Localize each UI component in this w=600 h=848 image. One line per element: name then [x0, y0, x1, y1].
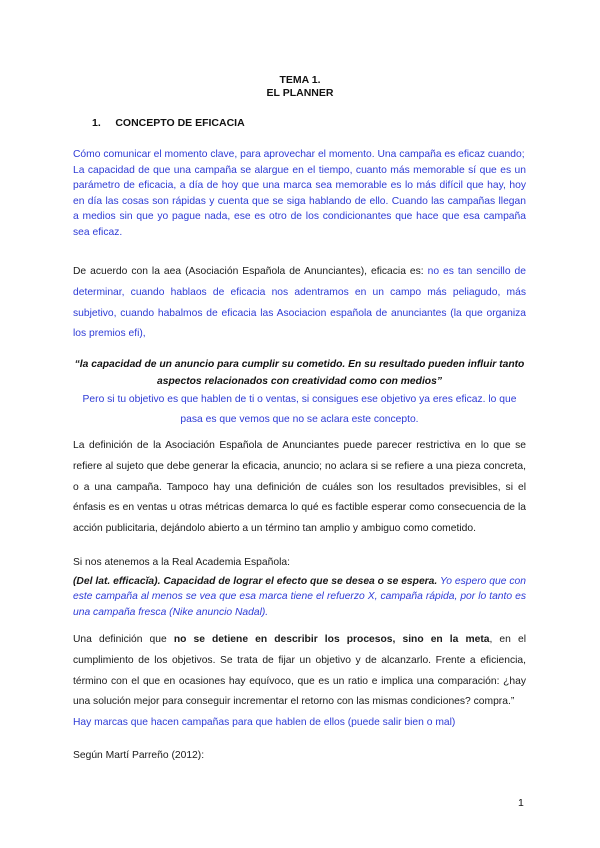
citation: Según Martí Parreño (2012): [73, 750, 205, 761]
intro-note-1: Cómo comunicar el momento clave, para aprovechar el momento. Una campaña es eficaz cuando; [73, 149, 525, 160]
rae-definition: (Del lat. efficacĭa). Capacidad de lograr el efecto que se desea o se espera. [73, 575, 438, 587]
intro-note-2: La capacidad de que una campaña se alargue en el tiempo, cuanto más memorable sí que es un parámetro de eficacia, a día de hoy que una marca sea memorable es lo más difícil que hay, hoy en día las cosas son rápidas y cuenta que se siga hablando de ello. Cuando las campañas llegan a medios sin que yo pague nada, ese es otro de los condicionantes que hace que esa campaña sea eficaz. [73, 164, 526, 238]
meta-bold: no se detiene en describir los procesos, sino en la meta [173, 634, 490, 645]
aea-lead: De acuerdo con la aea (Asociación Española de Anunciantes), eficacia es: [73, 266, 428, 277]
planner-heading: EL PLANNER [266, 87, 334, 99]
aea-quote-block [73, 356, 526, 430]
intro-notes [73, 147, 526, 240]
meta-paragraph [73, 630, 526, 734]
aea-note: no es tan sencillo de determinar, cuando hablaos de eficacia nos adentramos en un campo más peliagudo, más subjetivo, cuando habalmos de eficacia las Asociacion española de anunciantes (la que organiza los premios efi), [73, 266, 526, 340]
rae-lead: Si nos atenemos a la Real Academia Española: [73, 557, 290, 568]
document-title [0, 74, 600, 100]
rae-note: Yo espero que con este campaña al menos se vea que esa marca tiene el refuerzo X, campaña rápida, por lo tanto es una campaña fresca (Nike anuncio Nadal). [73, 575, 526, 618]
meta-note: Hay marcas que hacen campañas para que hablen de ellos (puede salir bien o mal) [73, 717, 456, 729]
rae-block [73, 555, 526, 620]
page-number: 1 [518, 797, 524, 809]
tema-heading: TEMA 1. [279, 74, 321, 86]
aea-paragraph [73, 262, 526, 345]
rae-definition-paragraph [73, 574, 526, 621]
aea-quote: “la capacidad de un anuncio para cumplir su cometido. En su resultado pueden influir tanto aspectos relacionados con creatividad como con medios” [74, 359, 525, 387]
quote-note: Pero si tu objetivo es que hablen de ti o ventas, si consigues ese objetivo ya eres eficaz. lo que pasa es que vemos que no se aclara este concepto. [82, 394, 517, 425]
meta-pre: Una definición que [73, 634, 174, 645]
meta-post: , en el cumplimiento de los objetivos. Se trata de fijar un objetivo y de alcanzarlo. Frente a eficiencia, término con el que en ocasiones hay equívoco, que es un ratio e implica una comparación: ¿hay una solución mejor para conseguir incrementar el retorno con las mismas condiciones? compra.” [73, 634, 526, 708]
definition-paragraph: La definición de la Asociación Española de Anunciantes puede parecer restrictiva en lo que se refiere al sujeto que debe generar la eficacia, anuncio; no aclara si se refiere a una pieza concreta, o a una campaña. Tampoco hay una definición de cuáles son los resultados previsibles, si el énfasis es en ventas u otras métricas demarca lo qué es factible esperar como consecuencia de la acción publicitaria, dejándolo abierto a un término tan amplio y ambiguo como cometido. [73, 440, 526, 535]
section-heading: 1. CONCEPTO DE EFICACIA [92, 117, 245, 129]
